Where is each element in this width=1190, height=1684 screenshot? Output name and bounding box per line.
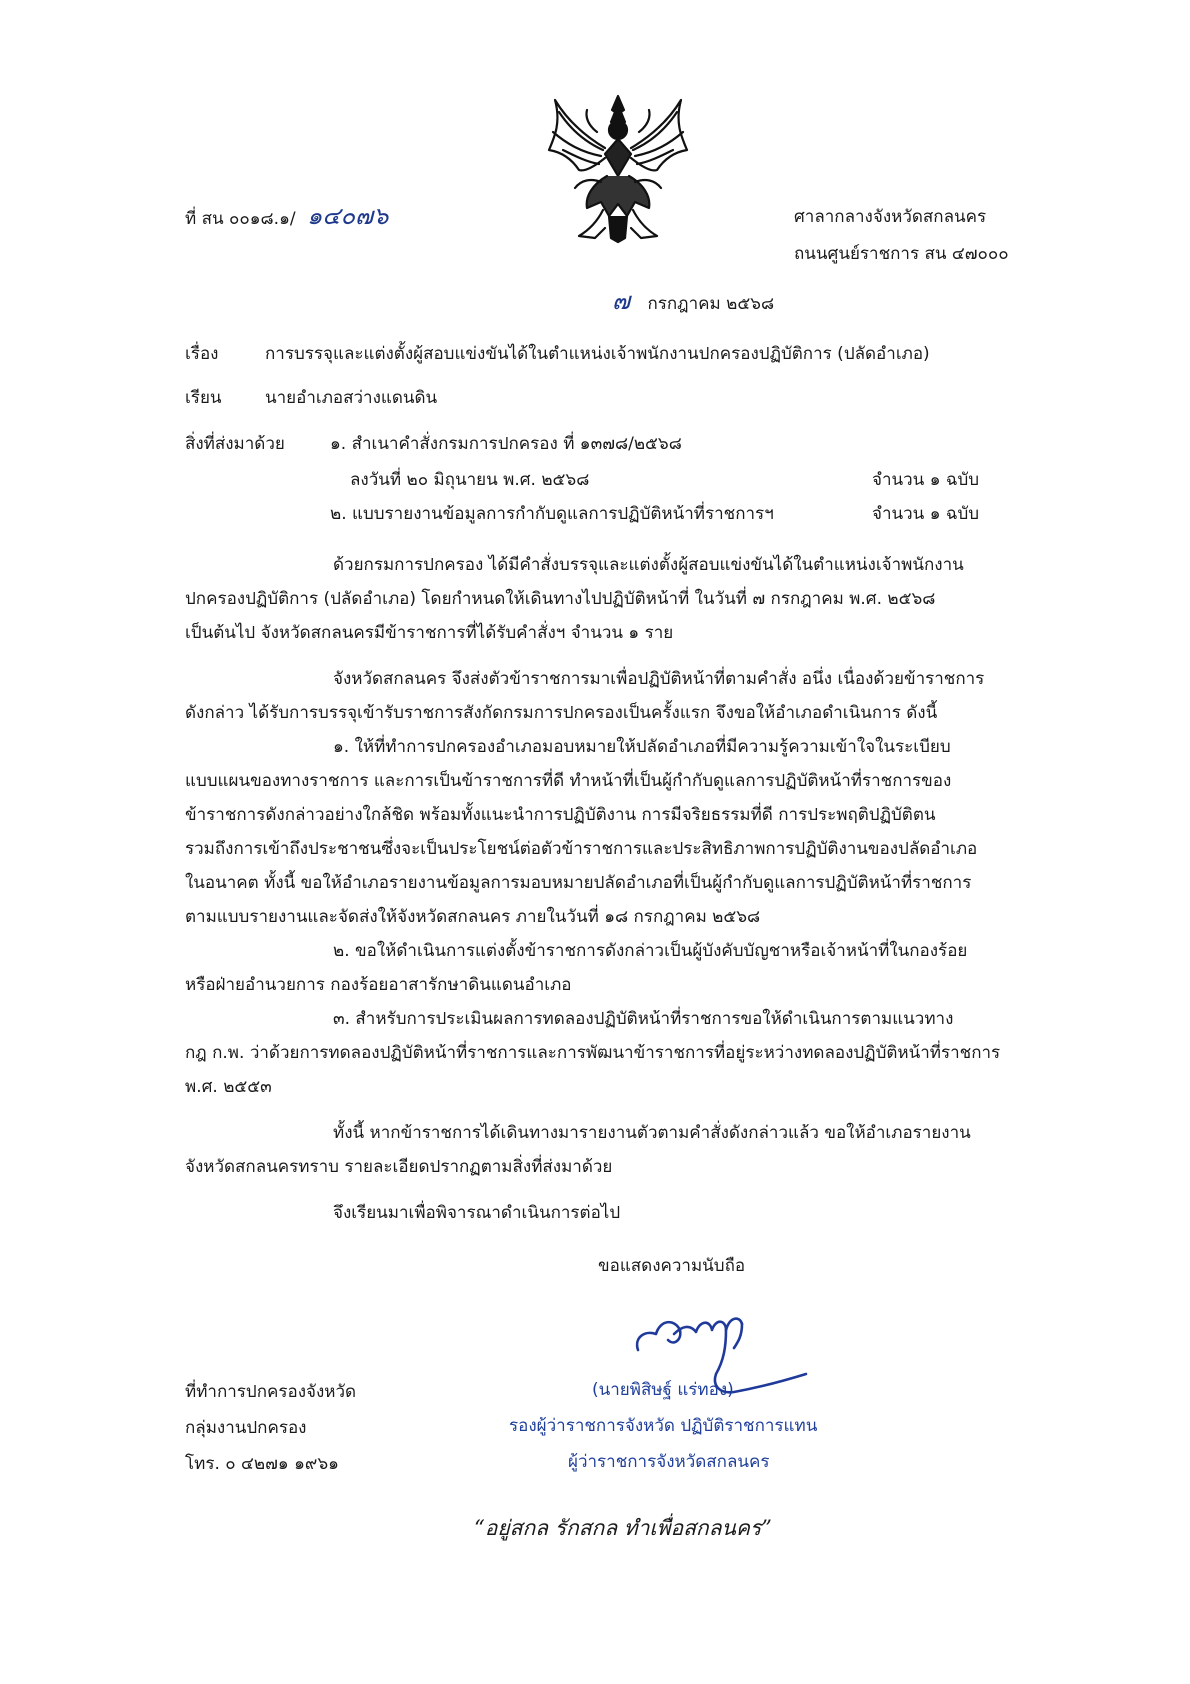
signatory-title-line2: ผู้ว่าราชการจังหวัดสกลนคร [568,1452,770,1472]
body-p2-line2: ดังกล่าว ได้รับการบรรจุเข้ารับราชการสังกัดกรมการปกครองเป็นครั้งแรก จึงขอให้อำเภอดำเนินการ ดังนี้ [185,703,938,723]
closing-text: ขอแสดงความนับถือ [598,1256,746,1276]
enclosure-1-qty: จำนวน ๑ ฉบับ [872,470,980,490]
body-p3-line1: ทั้งนี้ หากข้าราชการได้เดินทางมารายงานตัวตามคำสั่งดังกล่าวแล้ว ขอให้อำเภอรายงาน [333,1123,971,1143]
recipient-label: เรียน [185,388,222,408]
recipient-text: นายอำเภอสว่างแดนดิน [265,388,438,408]
enclosure-1-line2: ลงวันที่ ๒๐ มิถุนายน พ.ศ. ๒๕๖๘ [350,470,590,490]
body-item1-line5: ในอนาคต ทั้งนี้ ขอให้อำเภอรายงานข้อมูลการมอบหมายปลัดอำเภอที่เป็นผู้กำกับดูแลการปฏิบัติหน้าที่ราชการ [185,873,972,893]
contact-phone: โทร. ๐ ๔๒๗๑ ๑๙๖๑ [185,1454,339,1474]
body-p1-line2: ปกครองปฏิบัติการ (ปลัดอำเภอ) โดยกำหนดให้เดินทางไปปฏิบัติหน้าที่ ในวันที่ ๗ กรกฎาคม พ.ศ. ๒๕๖๘ [185,589,936,609]
reference-label: ที่ สน ๐๐๑๘.๑/ [185,209,296,229]
body-item1-line2: แบบแผนของทางราชการ และการเป็นข้าราชการที่ดี ทำหน้าที่เป็นผู้กำกับดูแลการปฏิบัติหน้าที่ราชการของ [185,771,952,791]
body-item1-line4: รวมถึงการเข้าถึงประชาชนซึ่งจะเป็นประโยชน์ต่อตัวข้าราชการและประสิทธิภาพการปฏิบัติงานของปลัดอำเภอ [185,839,978,859]
date-month-year: กรกฎาคม ๒๕๖๘ [647,294,775,314]
subject-text: การบรรจุและแต่งตั้งผู้สอบแข่งขันได้ในตำแหน่งเจ้าพนักงานปกครองปฏิบัติการ (ปลัดอำเภอ) [265,344,930,364]
body-item3-line3: พ.ศ. ๒๕๕๓ [185,1077,272,1097]
body-p1-line1: ด้วยกรมการปกครอง ได้มีคำสั่งบรรจุและแต่งตั้งผู้สอบแข่งขันได้ในตำแหน่งเจ้าพนักงาน [333,555,964,575]
body-p2-line1: จังหวัดสกลนคร จึงส่งตัวข้าราชการมาเพื่อปฏิบัติหน้าที่ตามคำสั่ง อนึ่ง เนื่องด้วยข้าราชการ [333,669,985,689]
org-address-line2: ถนนศูนย์ราชการ สน ๔๗๐๐๐ [794,244,1009,264]
reference-number [185,196,388,235]
enclosures-label: สิ่งที่ส่งมาด้วย [185,434,285,454]
body-item2-line1: ๒. ขอให้ดำเนินการแต่งตั้งข้าราชการดังกล่าวเป็นผู้บังคับบัญชาหรือเจ้าหน้าที่ในกองร้อย [333,941,968,961]
signatory-name: (นายพิสิษฐ์ แร่ทอง) [592,1380,734,1400]
province-motto: “อยู่สกล รักสกล ทำเพื่อสกลนคร” [474,1516,772,1540]
body-item3-line2: กฎ ก.พ. ว่าด้วยการทดลองปฏิบัติหน้าที่ราชการและการพัฒนาข้าราชการที่อยู่ระหว่างทดลองปฏิบัติหน้าที่ราชการ [185,1043,1001,1063]
body-item1-line3: ข้าราชการดังกล่าวอย่างใกล้ชิด พร้อมทั้งแนะนำการปฏิบัติงาน การมีจริยธรรมที่ดี การประพฤติปฏิบัติตน [185,805,936,825]
enclosure-2-qty: จำนวน ๑ ฉบับ [872,504,980,524]
contact-division: กลุ่มงานปกครอง [185,1418,307,1438]
body-p4: จึงเรียนมาเพื่อพิจารณาดำเนินการต่อไป [333,1203,621,1223]
enclosure-2-line1: ๒. แบบรายงานข้อมูลการกำกับดูแลการปฏิบัติหน้าที่ราชการฯ [330,504,774,524]
date-handwritten-day: ๗ [612,287,631,315]
reference-handwritten-number: ๑๔๐๗๖ [307,202,389,230]
subject-label: เรื่อง [185,344,219,364]
org-address-line1: ศาลากลางจังหวัดสกลนคร [794,207,987,227]
body-item1-line1: ๑. ให้ที่ทำการปกครองอำเภอมอบหมายให้ปลัดอำเภอที่มีความรู้ความเข้าใจในระเบียบ [333,737,951,757]
signatory-title-line1: รองผู้ว่าราชการจังหวัด ปฏิบัติราชการแทน [509,1416,818,1436]
garuda-emblem [545,92,691,244]
body-item1-line6: ตามแบบรายงานและจัดส่งให้จังหวัดสกลนคร ภายในวันที่ ๑๘ กรกฎาคม ๒๕๖๘ [185,907,761,927]
body-p1-line3: เป็นต้นไป จังหวัดสกลนครมีข้าราชการที่ได้รับคำสั่งฯ จำนวน ๑ ราย [185,623,674,643]
body-p3-line2: จังหวัดสกลนครทราบ รายละเอียดปรากฏตามสิ่งที่ส่งมาด้วย [185,1157,613,1177]
enclosure-1-line1: ๑. สำเนาคำสั่งกรมการปกครอง ที่ ๑๓๗๘/๒๕๖๘ [330,434,682,454]
letter-date [612,281,774,320]
body-item3-line1: ๓. สำหรับการประเมินผลการทดลองปฏิบัติหน้าที่ราชการขอให้ดำเนินการตามแนวทาง [333,1009,954,1029]
body-item2-line2: หรือฝ่ายอำนวยการ กองร้อยอาสารักษาดินแดนอำเภอ [185,975,572,995]
contact-office: ที่ทำการปกครองจังหวัด [185,1382,357,1402]
